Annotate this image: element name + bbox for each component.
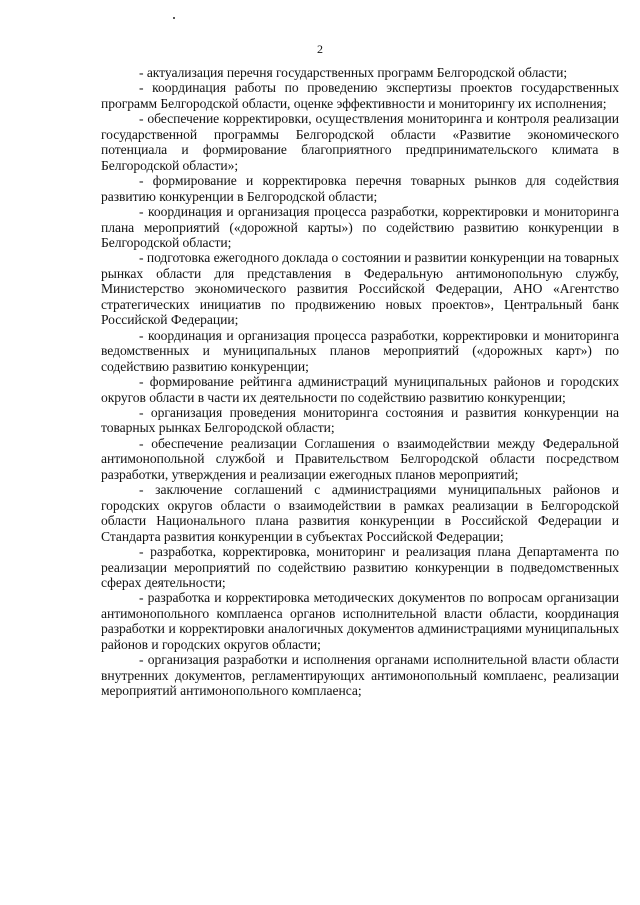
paragraph: - организация проведения мониторинга состояния и развития конкуренции на товарных рынках Белгородской области; (101, 404, 619, 436)
document-body (101, 65, 619, 699)
paragraph: - формирование и корректировка перечня товарных рынков для содействия развитию конкуренции в Белгородской области; (101, 173, 619, 204)
paragraph: - координация работы по проведению экспертизы проектов государственных программ Белгородской области, оценке эффективности и мониторингу их исполнения; (101, 80, 619, 111)
paragraph: - обеспечение корректировки, осуществления мониторинга и контроля реализации государственной программы Белгородской области «Развитие экономического потенциала и формирование благоприятного предпринимательского климата в Белгородской области»; (101, 111, 619, 173)
scan-speck (173, 17, 175, 19)
paragraph: - подготовка ежегодного доклада о состоянии и развитии конкуренции на товарных рынках области для представления в Федеральную антимонопольную службу, Министерство экономического развития Российской Федерации, АНО «Агентство стратегических инициатив по продвижению новых проектов», Центральный банк Российской Федерации; (101, 250, 619, 328)
paragraph: - актуализация перечня государственных программ Белгородской области; (139, 65, 568, 80)
paragraph: - организация разработки и исполнения органами исполнительной власти области внутренних документов, регламентирующих антимонопольный комплаенс, реализации мероприятий антимонопольного комплаенса; (101, 652, 619, 699)
paragraph: - разработка и корректировка методических документов по вопросам организации антимонопольного комплаенса органов исполнительной власти области, координация разработки и корректировки аналогичных документов администрациями муниципальных районов и городских округов области; (101, 590, 619, 652)
paragraph: - заключение соглашений с администрациями муниципальных районов и городских округов области о взаимодействии в рамках реализации в Белгородской области Национального плана развития конкуренции в Российской Федерации и Стандарта развития конкуренции в субъектах Российской Федерации; (101, 482, 619, 544)
paragraph: - обеспечение реализации Соглашения о взаимодействии между Федеральной антимонопольной службой и Правительством Белгородской области посредством разработки, утверждения и реализации ежегодных планов мероприятий; (101, 435, 619, 482)
paragraph: - координация и организация процесса разработки, корректировки и мониторинга плана мероприятий («дорожной карты») по содействию развитию конкуренции в Белгородской области; (101, 204, 619, 250)
paragraph: - координация и организация процесса разработки, корректировки и мониторинга ведомственных и муниципальных планов мероприятий («дорожных карт») по содействию развитию конкуренции; (101, 327, 619, 374)
paragraph: - формирование рейтинга администраций муниципальных районов и городских округов области в части их деятельности по содействию развитию конкуренции; (101, 374, 619, 405)
paragraph: - разработка, корректировка, мониторинг и реализация плана Департамента по реализации мероприятий по содействию развитию конкуренции в подведомственных сферах деятельности; (101, 544, 619, 590)
page-number: 2 (317, 42, 323, 56)
